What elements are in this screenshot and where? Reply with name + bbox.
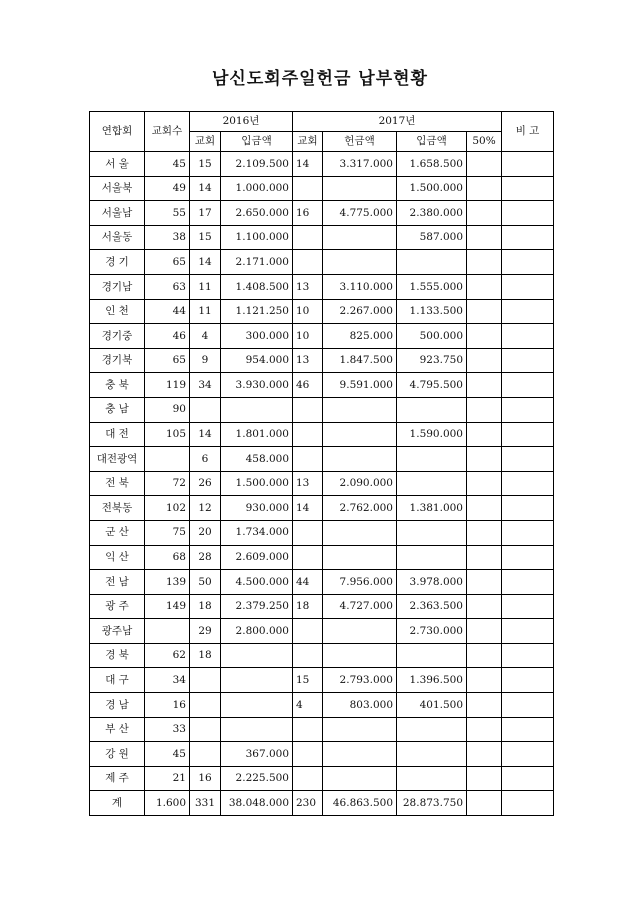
cell-2017-offering: 46.863.500	[323, 791, 397, 816]
cell-2017-churches: 10	[293, 299, 323, 324]
cell-2017-deposit: 587.000	[397, 225, 467, 250]
cell-2016-deposit: 2.379.250	[221, 594, 293, 619]
cell-2017-offering: 2.762.000	[323, 496, 397, 521]
cell-2017-deposit	[397, 520, 467, 545]
cell-region: 전 남	[90, 570, 145, 595]
cell-2016-deposit: 458.000	[221, 447, 293, 472]
cell-2016-churches: 18	[190, 643, 221, 668]
cell-2017-deposit	[397, 250, 467, 275]
cell-2017-deposit	[397, 471, 467, 496]
cell-church-count: 49	[145, 176, 190, 201]
cell-2016-churches: 34	[190, 373, 221, 398]
cell-region: 광주남	[90, 619, 145, 644]
cell-note	[502, 397, 554, 422]
cell-2017-churches	[293, 643, 323, 668]
cell-2016-deposit: 367.000	[221, 742, 293, 767]
cell-2017-offering: 2.090.000	[323, 471, 397, 496]
cell-2017-churches	[293, 250, 323, 275]
cell-note	[502, 422, 554, 447]
header-note: 비 고	[502, 112, 554, 152]
cell-2016-churches: 20	[190, 520, 221, 545]
table-row	[90, 570, 554, 595]
table-row	[90, 348, 554, 373]
cell-2017-churches: 13	[293, 274, 323, 299]
cell-region: 계	[90, 791, 145, 816]
cell-region: 인 천	[90, 299, 145, 324]
header-2016-deposit: 입금액	[221, 132, 293, 152]
cell-2017-offering	[323, 397, 397, 422]
cell-2016-churches: 331	[190, 791, 221, 816]
cell-2017-offering	[323, 447, 397, 472]
header-2016-churches: 교회	[190, 132, 221, 152]
header-2017-churches: 교회	[293, 132, 323, 152]
cell-2017-offering: 1.847.500	[323, 348, 397, 373]
cell-region: 경 기	[90, 250, 145, 275]
cell-region: 익 산	[90, 545, 145, 570]
cell-church-count: 139	[145, 570, 190, 595]
cell-2017-deposit: 3.978.000	[397, 570, 467, 595]
cell-2017-churches	[293, 717, 323, 742]
cell-2016-churches: 14	[190, 250, 221, 275]
cell-2017-offering: 7.956.000	[323, 570, 397, 595]
cell-2017-deposit: 28.873.750	[397, 791, 467, 816]
cell-2017-pct	[467, 668, 502, 693]
cell-region: 광 주	[90, 594, 145, 619]
table-row	[90, 766, 554, 791]
cell-church-count: 149	[145, 594, 190, 619]
cell-2016-deposit: 1.500.000	[221, 471, 293, 496]
cell-2016-churches: 4	[190, 324, 221, 349]
cell-region: 서울남	[90, 201, 145, 226]
cell-2017-churches: 4	[293, 693, 323, 718]
cell-2016-deposit: 2.609.000	[221, 545, 293, 570]
cell-church-count: 34	[145, 668, 190, 693]
table-row	[90, 176, 554, 201]
cell-2017-churches: 15	[293, 668, 323, 693]
cell-2017-pct	[467, 619, 502, 644]
cell-2016-churches: 26	[190, 471, 221, 496]
table-row	[90, 274, 554, 299]
cell-2017-pct	[467, 422, 502, 447]
header-2017-deposit: 입금액	[397, 132, 467, 152]
cell-2017-deposit	[397, 766, 467, 791]
cell-2016-deposit: 1.100.000	[221, 225, 293, 250]
cell-church-count: 102	[145, 496, 190, 521]
cell-region: 경기남	[90, 274, 145, 299]
cell-2017-churches: 14	[293, 496, 323, 521]
cell-2017-churches: 16	[293, 201, 323, 226]
cell-2016-churches: 6	[190, 447, 221, 472]
payment-status-table	[89, 111, 554, 816]
cell-church-count: 119	[145, 373, 190, 398]
cell-2017-deposit: 4.795.500	[397, 373, 467, 398]
cell-church-count: 65	[145, 250, 190, 275]
cell-2017-offering: 2.267.000	[323, 299, 397, 324]
cell-note	[502, 274, 554, 299]
cell-2017-pct	[467, 348, 502, 373]
cell-note	[502, 373, 554, 398]
cell-church-count: 44	[145, 299, 190, 324]
table-row	[90, 447, 554, 472]
cell-2017-deposit: 1.381.000	[397, 496, 467, 521]
cell-2016-deposit: 3.930.000	[221, 373, 293, 398]
cell-region: 대전광역	[90, 447, 145, 472]
cell-church-count: 63	[145, 274, 190, 299]
cell-2017-pct	[467, 742, 502, 767]
cell-region: 경 남	[90, 693, 145, 718]
cell-2017-deposit: 2.363.500	[397, 594, 467, 619]
header-2017: 2017년	[293, 112, 502, 132]
cell-region: 전 북	[90, 471, 145, 496]
cell-2017-offering	[323, 422, 397, 447]
cell-2017-deposit: 1.590.000	[397, 422, 467, 447]
cell-church-count: 45	[145, 152, 190, 177]
cell-region: 경기중	[90, 324, 145, 349]
cell-2016-deposit: 954.000	[221, 348, 293, 373]
cell-2017-offering	[323, 766, 397, 791]
cell-2017-churches: 44	[293, 570, 323, 595]
cell-2017-offering	[323, 717, 397, 742]
table-row	[90, 619, 554, 644]
cell-2017-offering	[323, 643, 397, 668]
cell-2017-churches: 230	[293, 791, 323, 816]
cell-church-count: 105	[145, 422, 190, 447]
cell-2016-churches: 15	[190, 225, 221, 250]
cell-2017-pct	[467, 152, 502, 177]
cell-note	[502, 693, 554, 718]
cell-note	[502, 742, 554, 767]
cell-2017-deposit: 1.396.500	[397, 668, 467, 693]
cell-2017-offering: 2.793.000	[323, 668, 397, 693]
cell-2017-deposit: 500.000	[397, 324, 467, 349]
cell-2016-churches: 15	[190, 152, 221, 177]
cell-2017-churches	[293, 422, 323, 447]
cell-region: 부 산	[90, 717, 145, 742]
cell-2017-churches: 10	[293, 324, 323, 349]
cell-2017-pct	[467, 250, 502, 275]
cell-church-count: 68	[145, 545, 190, 570]
cell-church-count: 46	[145, 324, 190, 349]
table-row	[90, 520, 554, 545]
cell-region: 강 원	[90, 742, 145, 767]
cell-2017-offering: 3.110.000	[323, 274, 397, 299]
cell-2016-deposit: 4.500.000	[221, 570, 293, 595]
cell-note	[502, 496, 554, 521]
cell-2017-offering	[323, 520, 397, 545]
cell-2017-deposit: 923.750	[397, 348, 467, 373]
cell-region: 대 전	[90, 422, 145, 447]
cell-2017-churches	[293, 742, 323, 767]
cell-region: 서 울	[90, 152, 145, 177]
header-2017-offering: 헌금액	[323, 132, 397, 152]
cell-2017-pct	[467, 791, 502, 816]
cell-2017-churches	[293, 176, 323, 201]
cell-2016-deposit: 2.109.500	[221, 152, 293, 177]
cell-2017-churches	[293, 619, 323, 644]
cell-2016-deposit: 1.408.500	[221, 274, 293, 299]
header-2016: 2016년	[190, 112, 293, 132]
table-row	[90, 201, 554, 226]
table-row	[90, 397, 554, 422]
table-row	[90, 742, 554, 767]
cell-2017-pct	[467, 274, 502, 299]
cell-2017-churches: 14	[293, 152, 323, 177]
table-row	[90, 693, 554, 718]
cell-2017-offering	[323, 176, 397, 201]
cell-2017-pct	[467, 693, 502, 718]
cell-2017-churches: 18	[293, 594, 323, 619]
table-row	[90, 250, 554, 275]
cell-note	[502, 717, 554, 742]
cell-2017-churches	[293, 520, 323, 545]
cell-church-count: 65	[145, 348, 190, 373]
cell-church-count: 33	[145, 717, 190, 742]
table-row	[90, 643, 554, 668]
cell-2017-deposit	[397, 717, 467, 742]
cell-2016-churches	[190, 693, 221, 718]
cell-2017-pct	[467, 471, 502, 496]
cell-region: 서울동	[90, 225, 145, 250]
cell-2017-deposit: 1.658.500	[397, 152, 467, 177]
cell-note	[502, 299, 554, 324]
cell-2017-churches: 13	[293, 471, 323, 496]
cell-church-count: 90	[145, 397, 190, 422]
cell-note	[502, 471, 554, 496]
cell-2017-deposit	[397, 643, 467, 668]
cell-2017-churches	[293, 545, 323, 570]
table-row	[90, 496, 554, 521]
cell-2017-deposit	[397, 742, 467, 767]
cell-2016-churches	[190, 742, 221, 767]
cell-note	[502, 766, 554, 791]
cell-2016-churches: 14	[190, 422, 221, 447]
table-row	[90, 373, 554, 398]
cell-2016-churches	[190, 668, 221, 693]
cell-2016-churches: 9	[190, 348, 221, 373]
cell-2017-offering	[323, 742, 397, 767]
cell-note	[502, 225, 554, 250]
cell-2017-pct	[467, 766, 502, 791]
table-row	[90, 594, 554, 619]
cell-church-count: 38	[145, 225, 190, 250]
cell-church-count: 45	[145, 742, 190, 767]
cell-2016-churches: 50	[190, 570, 221, 595]
cell-2016-churches	[190, 717, 221, 742]
table-row	[90, 668, 554, 693]
cell-note	[502, 250, 554, 275]
cell-2017-churches	[293, 766, 323, 791]
cell-region: 군 산	[90, 520, 145, 545]
table-row	[90, 422, 554, 447]
table-row	[90, 324, 554, 349]
cell-2017-pct	[467, 447, 502, 472]
cell-2017-offering: 4.775.000	[323, 201, 397, 226]
cell-2016-churches: 17	[190, 201, 221, 226]
cell-region: 전북동	[90, 496, 145, 521]
cell-2017-pct	[467, 545, 502, 570]
cell-2016-deposit: 1.000.000	[221, 176, 293, 201]
cell-2017-offering: 825.000	[323, 324, 397, 349]
table-body	[90, 152, 554, 816]
cell-2016-churches: 29	[190, 619, 221, 644]
cell-2017-deposit: 2.380.000	[397, 201, 467, 226]
page-title: 남신도회주일헌금 납부현황	[212, 69, 428, 89]
cell-2017-deposit: 1.133.500	[397, 299, 467, 324]
cell-2017-pct	[467, 373, 502, 398]
cell-region: 경기북	[90, 348, 145, 373]
cell-2016-churches: 28	[190, 545, 221, 570]
cell-2016-churches: 12	[190, 496, 221, 521]
table-row	[90, 717, 554, 742]
cell-2017-pct	[467, 570, 502, 595]
cell-church-count: 21	[145, 766, 190, 791]
cell-region: 대 구	[90, 668, 145, 693]
cell-2016-deposit	[221, 668, 293, 693]
cell-2017-pct	[467, 520, 502, 545]
cell-note	[502, 324, 554, 349]
cell-2017-offering	[323, 225, 397, 250]
cell-church-count	[145, 447, 190, 472]
cell-2016-deposit: 2.171.000	[221, 250, 293, 275]
cell-church-count: 55	[145, 201, 190, 226]
cell-note	[502, 668, 554, 693]
cell-2016-deposit: 930.000	[221, 496, 293, 521]
header-region: 연합회	[90, 112, 145, 152]
cell-2017-deposit: 401.500	[397, 693, 467, 718]
table-row	[90, 791, 554, 816]
cell-note	[502, 176, 554, 201]
cell-2017-deposit: 2.730.000	[397, 619, 467, 644]
cell-church-count: 72	[145, 471, 190, 496]
cell-church-count: 62	[145, 643, 190, 668]
cell-2017-churches	[293, 447, 323, 472]
cell-2016-churches: 16	[190, 766, 221, 791]
cell-2017-deposit	[397, 447, 467, 472]
cell-2017-offering: 3.317.000	[323, 152, 397, 177]
cell-region: 서울북	[90, 176, 145, 201]
cell-region: 충 남	[90, 397, 145, 422]
table-row	[90, 225, 554, 250]
cell-church-count: 16	[145, 693, 190, 718]
cell-note	[502, 520, 554, 545]
cell-region: 경 북	[90, 643, 145, 668]
cell-2017-pct	[467, 176, 502, 201]
cell-church-count: 1.600	[145, 791, 190, 816]
cell-2016-churches	[190, 397, 221, 422]
cell-note	[502, 594, 554, 619]
table-row	[90, 299, 554, 324]
cell-2017-offering	[323, 250, 397, 275]
cell-2017-churches: 46	[293, 373, 323, 398]
table-row	[90, 471, 554, 496]
cell-note	[502, 545, 554, 570]
cell-2017-pct	[467, 225, 502, 250]
cell-church-count: 75	[145, 520, 190, 545]
cell-2017-deposit	[397, 397, 467, 422]
cell-2017-offering: 803.000	[323, 693, 397, 718]
cell-2016-deposit	[221, 643, 293, 668]
table-row	[90, 152, 554, 177]
cell-2016-deposit: 300.000	[221, 324, 293, 349]
cell-note	[502, 447, 554, 472]
cell-2017-offering: 4.727.000	[323, 594, 397, 619]
cell-2017-pct	[467, 496, 502, 521]
cell-2016-churches: 14	[190, 176, 221, 201]
cell-2016-deposit: 2.800.000	[221, 619, 293, 644]
cell-2017-churches: 13	[293, 348, 323, 373]
cell-2016-deposit: 2.225.500	[221, 766, 293, 791]
header-church-count: 교회수	[145, 112, 190, 152]
cell-note	[502, 791, 554, 816]
header-2017-pct: 50%	[467, 132, 502, 152]
cell-2016-deposit: 1.734.000	[221, 520, 293, 545]
cell-2017-pct	[467, 299, 502, 324]
cell-2017-pct	[467, 717, 502, 742]
cell-2016-deposit	[221, 397, 293, 422]
cell-note	[502, 619, 554, 644]
cell-2016-deposit: 38.048.000	[221, 791, 293, 816]
cell-2016-deposit	[221, 717, 293, 742]
cell-church-count	[145, 619, 190, 644]
cell-2017-pct	[467, 643, 502, 668]
cell-note	[502, 152, 554, 177]
cell-2016-churches: 11	[190, 274, 221, 299]
cell-2017-churches	[293, 225, 323, 250]
cell-2017-pct	[467, 201, 502, 226]
cell-2017-offering: 9.591.000	[323, 373, 397, 398]
cell-region: 충 북	[90, 373, 145, 398]
cell-note	[502, 643, 554, 668]
cell-2017-pct	[467, 594, 502, 619]
cell-2016-deposit: 1.121.250	[221, 299, 293, 324]
cell-note	[502, 348, 554, 373]
cell-2016-churches: 18	[190, 594, 221, 619]
cell-2016-churches: 11	[190, 299, 221, 324]
cell-2017-deposit: 1.555.000	[397, 274, 467, 299]
cell-note	[502, 570, 554, 595]
cell-2017-deposit	[397, 545, 467, 570]
cell-2017-offering	[323, 545, 397, 570]
cell-region: 제 주	[90, 766, 145, 791]
cell-2017-pct	[467, 324, 502, 349]
cell-2017-offering	[323, 619, 397, 644]
cell-2017-pct	[467, 397, 502, 422]
cell-2016-deposit: 1.801.000	[221, 422, 293, 447]
cell-2017-deposit: 1.500.000	[397, 176, 467, 201]
cell-2016-deposit	[221, 693, 293, 718]
cell-2017-churches	[293, 397, 323, 422]
cell-note	[502, 201, 554, 226]
table-row	[90, 545, 554, 570]
cell-2016-deposit: 2.650.000	[221, 201, 293, 226]
